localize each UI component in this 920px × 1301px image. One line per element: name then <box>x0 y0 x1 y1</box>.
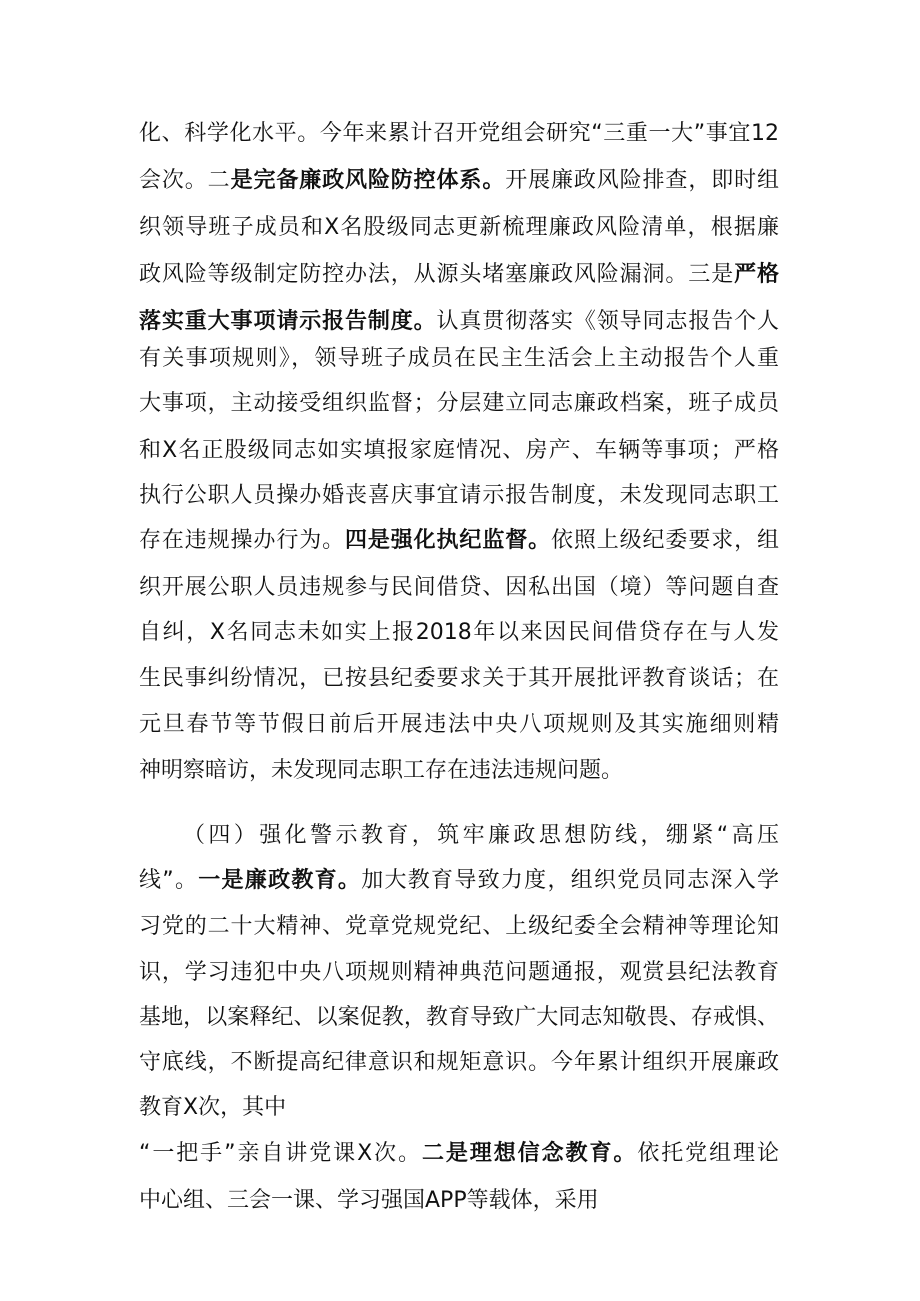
text-run: 习党的二十大精神、党章党规党纪、上级纪委全会精神等理论知 <box>139 914 779 939</box>
text-line <box>139 477 779 515</box>
bold-run: 四是强化执纪监督。 <box>345 528 551 553</box>
text-line <box>139 303 779 341</box>
text-run: 元旦春节等节假日前后开展违法中央八项规则及其实施细则精 <box>139 712 779 737</box>
bold-run: 落实重大事项请示报告制度。 <box>139 309 437 334</box>
text-run: 政风险等级制定防控办法，从源头堵塞廉政风险漏洞。三是 <box>139 262 735 287</box>
text-line <box>139 1044 779 1082</box>
text-line <box>139 660 779 698</box>
bold-run: 二是理想信念教育。 <box>421 1141 638 1166</box>
text-line <box>139 1135 779 1173</box>
text-run: 织开展公职人员违规参与民间借贷、因私出国（境）等问题自查 <box>139 575 779 600</box>
text-run: “一把手”亲自讲党课X次。 <box>139 1141 422 1166</box>
text-line <box>139 706 779 744</box>
text-run: 认真贯彻落实《领导同志报告个人 <box>436 309 779 334</box>
text-run: 依照上级纪委要求，组 <box>551 528 779 553</box>
bold-run: 是完备廉政风险防控体系。 <box>230 168 506 193</box>
text-line <box>183 817 779 855</box>
text-run: 加大教育导致力度，组织党员同志深入学 <box>361 868 779 893</box>
bold-run: 严格 <box>734 262 779 287</box>
text-line <box>139 256 779 294</box>
text-run: 生民事纠纷情况，已按县纪委要求关于其开展批评教育谈话；在 <box>139 666 779 691</box>
text-line <box>139 1182 779 1220</box>
text-run: 守底线，不断提高纪律意识和规矩意识。今年累计组织开展廉政 <box>139 1050 779 1075</box>
text-run: 依托党组理论 <box>637 1141 779 1166</box>
bold-run: 一是廉政教育。 <box>198 868 362 893</box>
text-run: 会次。二 <box>139 168 231 193</box>
text-line <box>139 908 779 946</box>
text-line <box>139 432 779 470</box>
text-run: 织领导班子成员和X名股级同志更新梳理廉政风险清单，根据廉 <box>139 215 779 240</box>
text-run: 和X名正股级同志如实填报家庭情况、房产、车辆等事项；严格 <box>139 438 779 463</box>
text-line <box>139 385 779 423</box>
text-run: 大事项，主动接受组织监督；分层建立同志廉政档案，班子成员 <box>139 391 779 416</box>
text-line <box>139 209 779 247</box>
text-run: 自纠，X名同志未如实上报2018年以来因民间借贷存在与人发 <box>139 620 779 645</box>
text-run: 有关事项规则》，领导班子成员在民主生活会上主动报告个人重 <box>139 346 779 371</box>
text-line <box>139 954 779 992</box>
text-run: 教育X次，其中 <box>139 1095 287 1120</box>
text-line <box>139 162 779 200</box>
text-line <box>139 999 779 1037</box>
text-run: 识，学习违犯中央八项规则精神典范问题通报，观赏县纪法教育 <box>139 960 779 985</box>
text-line <box>139 752 779 790</box>
text-run: 中心组、三会一课、学习强国APP等载体，采用 <box>139 1188 599 1213</box>
text-line <box>139 115 779 153</box>
text-line <box>139 569 779 607</box>
text-line <box>139 862 779 900</box>
text-run: 神明察暗访，未发现同志职工存在违法违规问题。 <box>139 758 624 783</box>
text-run: （四）强化警示教育，筑牢廉政思想防线，绷紧“高压 <box>183 823 779 848</box>
text-line <box>139 614 779 652</box>
text-line <box>139 340 779 378</box>
text-run: 基地，以案释纪、以案促教，教育导致广大同志知敬畏、存戒惧、 <box>139 1005 779 1030</box>
text-run: 执行公职人员操办婚丧喜庆事宜请示报告制度，未发现同志职工 <box>139 483 779 508</box>
text-run: 线”。 <box>139 868 199 893</box>
text-run: 化、科学化水平。今年来累计召开党组会研究“三重一大”事宜12 <box>139 121 779 146</box>
text-line <box>139 522 779 560</box>
text-run: 开展廉政风险排查，即时组 <box>505 168 779 193</box>
text-run: 存在违规操办行为。 <box>139 528 345 553</box>
text-line <box>139 1089 779 1127</box>
